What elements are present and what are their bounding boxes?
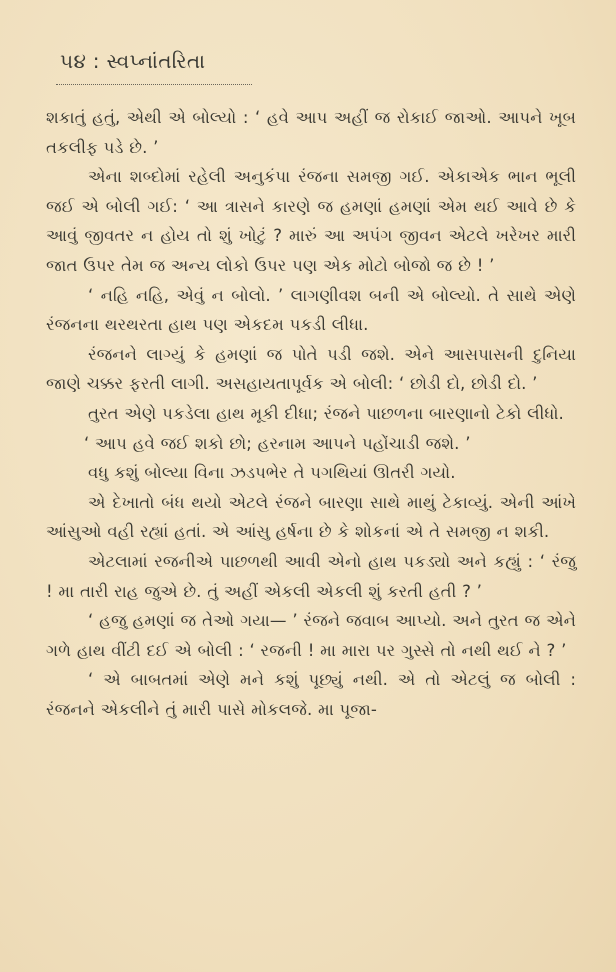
paragraph: ‘ એ બાબતમાં એણે મને કશું પૂછ્યું નથી. એ તો એટલું જ બોલી : રંજનને એકલીને તું મારી પાસે મોકલજે. મા પૂજા-: [46, 670, 576, 719]
paragraph: ‘ નહિ નહિ, એવું ન બોલો. ’ લાગણીવશ બની એ બોલ્યો. તે સાથે એણે રંજનના થરથરતા હાથ પણ એકદમ પકડી લીધા.: [46, 285, 576, 335]
paragraph: શકાતું હતું, એથી એ બોલ્યો : ‘ હવે આપ અહીં જ રોકાઈ જાઓ. આપને ખૂબ તકલીફ પડે છે. ’: [46, 108, 576, 157]
paragraph: એટલામાં રજનીએ પાછળથી આવી એનો હાથ પકડ્યો અને કહ્યું : ‘ રંજુ ! મા તારી રાહ જુએ છે. તું અહીં એકલી એકલી શું કરતી હતી ? ’: [46, 551, 576, 601]
header-rule: [56, 78, 252, 85]
paragraph: ‘ આપ હવે જઈ શકો છો; હરનામ આપને પહોંચાડી જશે. ’: [84, 433, 471, 453]
paragraph: એ દેખાતો બંધ થયો એટલે રંજને બારણા સાથે માથું ટેકાવ્યું. એની આંખે આંસુઓ વહી રહ્યાં હતાં. એ આંસુ હર્ષના છે કે શોકનાં એ તે સમજી ન શકી.: [46, 492, 576, 542]
paragraph: વધુ કશું બોલ્યા વિના ઝડપભેર તે પગથિયાં ઊતરી ગયો.: [88, 463, 456, 483]
paragraph: એના શબ્દોમાં રહેલી અનુકંપા રંજના સમજી ગઈ. એકાએક ભાન ભૂલી જઈ એ બોલી ગઈ: ‘ આ ત્રાસને કારણે જ હમણાં હમણાં એમ થઈ આવે છે કે આવું જીવતર ન હોય તો શું ખોટું ? મારું આ અપંગ જીવન એટલે ખરેખર મારી જાત ઉપર તેમ જ અન્ય લોકો ઉપર પણ એક મોટો બોજો જ છે ! ’: [46, 167, 576, 275]
paragraph: રંજનને લાગ્યું કે હમણાં જ પોતે પડી જશે. એને આસપાસની દુનિયા જાણે ચક્કર ફરતી લાગી. અસહાયતાપૂર્વક એ બોલી: ‘ છોડી દો, છોડી દો. ’: [46, 344, 576, 394]
page-body: [46, 103, 576, 724]
paragraph: ‘ હજુ હમણાં જ તેઓ ગયા— ’ રંજને જવાબ આપ્યો. અને તુરત જ એને ગળે હાથ વીંટી દઈ એ બોલી : ‘ રજની ! મા મારા પર ગુસ્સે તો નથી થઈ ને ? ’: [46, 611, 576, 660]
paragraph: તુરત એણે પકડેલા હાથ મૂકી દીધા; રંજને પાછળના બારણાનો ટેકો લીધો.: [88, 403, 564, 423]
running-title: ૫૪ : સ્વપ્નાંતરિતા: [60, 49, 206, 73]
